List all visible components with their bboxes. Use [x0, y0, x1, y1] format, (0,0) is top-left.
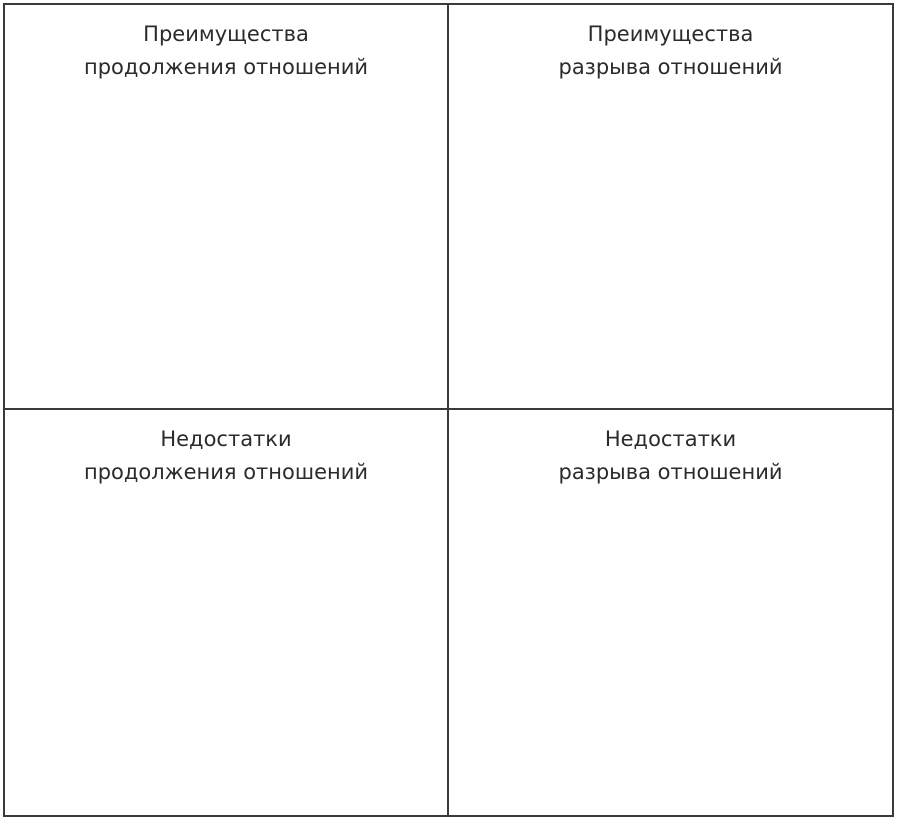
quadrant-disadvantages-continuing	[5, 410, 449, 815]
quadrant-title-line2: продолжения отношений	[83, 460, 369, 484]
quadrant-disadvantages-breaking	[449, 410, 892, 815]
quadrant-title-line1: Преимущества	[143, 22, 309, 46]
quadrant-title-line2: разрыва отношений	[558, 460, 783, 484]
quadrant-title-line1: Недостатки	[604, 427, 737, 451]
quadrant-advantages-continuing	[5, 5, 449, 410]
quadrant-title-line1: Недостатки	[160, 427, 292, 451]
quadrant-title-line1: Преимущества	[587, 22, 754, 46]
decision-matrix	[3, 3, 894, 817]
quadrant-title-line2: разрыва отношений	[558, 55, 783, 79]
quadrant-advantages-breaking	[449, 5, 892, 410]
quadrant-title-line2: продолжения отношений	[83, 55, 369, 79]
